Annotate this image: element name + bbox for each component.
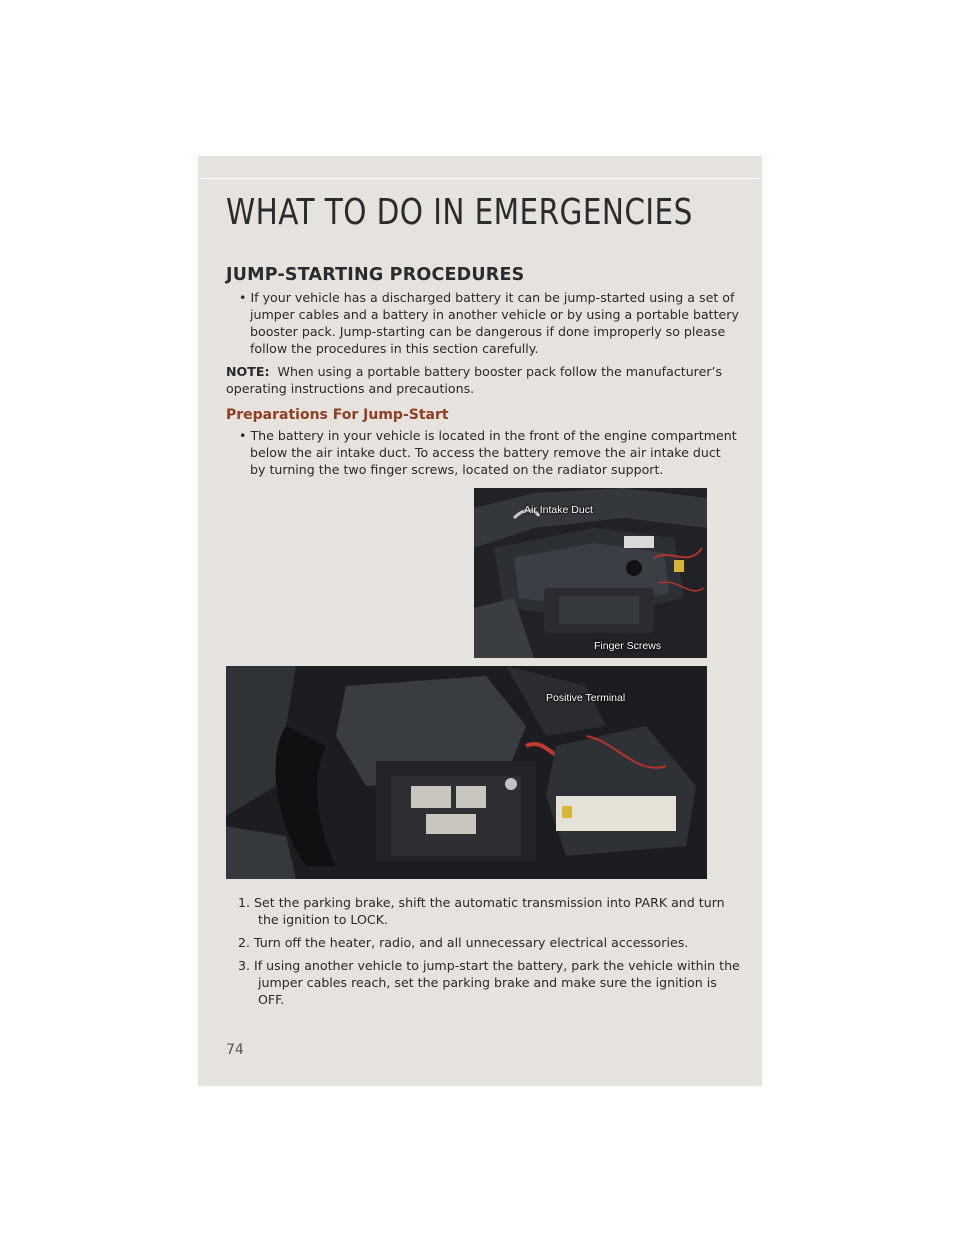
intro-bullet: • If your vehicle has a discharged battery it can be jump-started using a set of jumper cables and a battery in another vehicle or by using a portable battery booster pack. Jump-starting can be dangerous if done improperly so please follow the procedures in this section carefully. bbox=[239, 290, 739, 356]
section-title: WHAT TO DO IN EMERGENCIES bbox=[226, 192, 693, 233]
step-1: 1. Set the parking brake, shift the automatic transmission into PARK and turn the ignition to LOCK. bbox=[238, 895, 725, 927]
step-2: 2. Turn off the heater, radio, and all unnecessary electrical accessories. bbox=[238, 935, 689, 950]
page-number: 74 bbox=[226, 1042, 244, 1058]
note-text: When using a portable battery booster pack follow the manufacturer’s operating instructions and precautions. bbox=[226, 364, 723, 396]
step-3: 3. If using another vehicle to jump-start the battery, park the vehicle within the jumper cables reach, set the parking brake and make sure the ignition is OFF. bbox=[238, 958, 740, 1007]
subheading-preparations: Preparations For Jump-Start bbox=[226, 407, 449, 423]
prep-bullet-text: The battery in your vehicle is located in the front of the engine compartment below the air intake duct. To access the battery remove the air intake duct by turning the two finger screws, located on the radiator support. bbox=[250, 428, 737, 477]
positive-terminal-label: Positive Terminal bbox=[546, 692, 626, 704]
page-heading: JUMP-STARTING PROCEDURES bbox=[226, 265, 525, 285]
steps-list bbox=[226, 894, 740, 1014]
prep-bullet: • The battery in your vehicle is located in the front of the engine compartment below the air intake duct. To access the battery remove the air intake duct by turning the two finger screws, located on the radiator support. bbox=[239, 428, 737, 477]
air-intake-duct-label: Air Intake Duct bbox=[524, 504, 593, 516]
manual-page bbox=[198, 156, 762, 1086]
note-label: NOTE: bbox=[226, 364, 270, 379]
finger-screws-label: Finger Screws bbox=[594, 640, 662, 652]
positive-terminal-photo bbox=[226, 666, 707, 879]
intro-bullet-text: If your vehicle has a discharged battery it can be jump-started using a set of jumper cables and a battery in another vehicle or by using a portable battery booster pack. Jump-starting can be dangerous if done improperly so please follow the procedures in this section carefully. bbox=[250, 290, 739, 356]
air-intake-duct-photo bbox=[474, 488, 707, 658]
battery-illustration bbox=[226, 666, 707, 879]
note-paragraph bbox=[226, 363, 740, 397]
header-rule bbox=[198, 178, 762, 179]
main-content bbox=[226, 267, 740, 484]
